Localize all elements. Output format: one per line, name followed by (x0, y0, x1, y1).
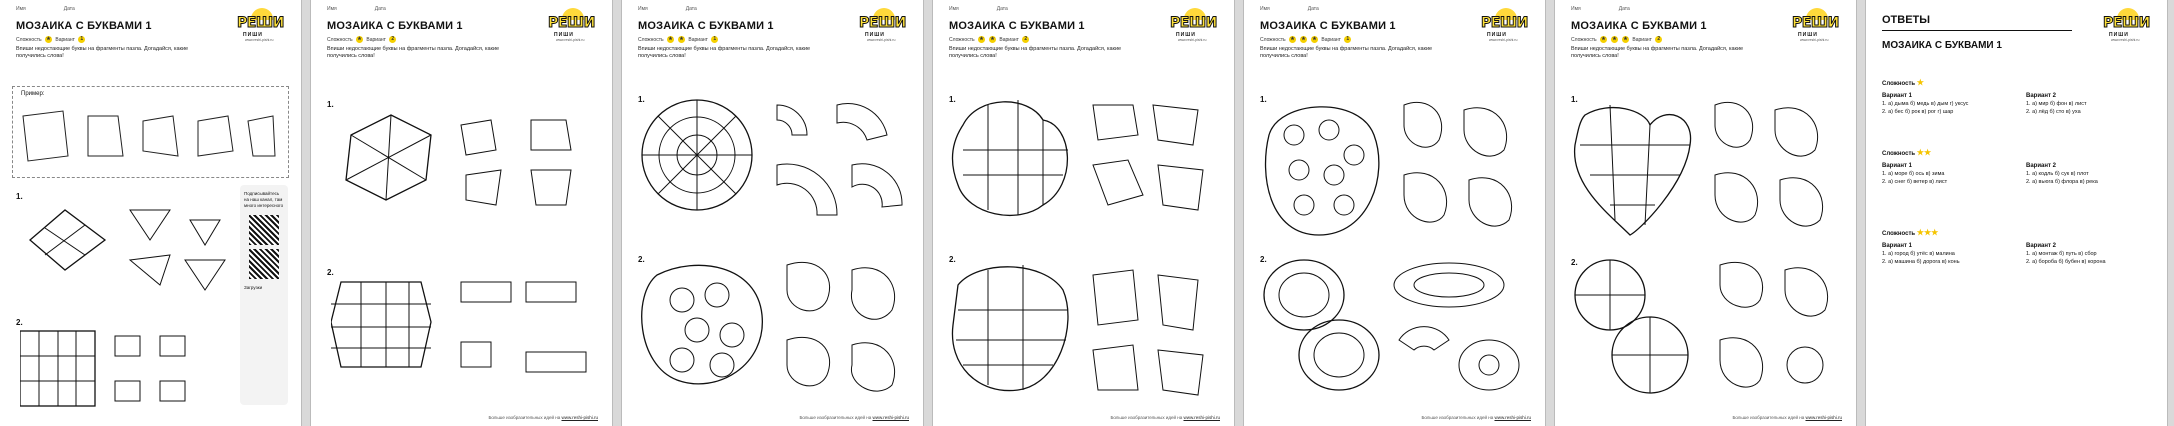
example-mosaic (13, 101, 283, 171)
star-icon: ★ (1612, 36, 1617, 42)
variant-label: Вариант (55, 36, 75, 43)
answers-block: Вариант 2 1. а) монтаж б) путь в) сбор 2. а) бороба б) бубен в) корона (2026, 243, 2106, 265)
page-title: МОЗАИКА С БУКВАМИ 1 (16, 20, 152, 32)
footer: Больше изобразительных идей на www.reshi-pishi.ru (488, 415, 598, 420)
star-icon: ★ (979, 36, 984, 42)
instruction-text: Впиши недостающие буквы на фрагменты пазла. Догадайся, какие получились слова! (949, 46, 1122, 59)
page-title: МОЗАИКА С БУКВАМИ 1 (949, 20, 1085, 32)
task-mosaic (20, 326, 230, 411)
difficulty-label: Сложность (1571, 36, 1597, 43)
task-mosaic (331, 272, 591, 392)
difficulty-label: Сложность (16, 36, 42, 43)
example-box (12, 86, 289, 178)
date-label: Дата (1618, 6, 1630, 12)
footer-link[interactable]: www.reshi-pishi.ru (1183, 415, 1220, 420)
name-label: Имя (16, 6, 26, 12)
footer: Больше изобразительных идей на www.reshi-pishi.ru (799, 415, 909, 420)
task-number: 2. (327, 268, 334, 277)
task-number: 1. (1571, 95, 1578, 104)
difficulty-label: Сложность (949, 36, 975, 43)
date-label: Дата (374, 6, 386, 12)
task-number: 1. (1260, 95, 1267, 104)
divider (1882, 30, 2072, 31)
variant-label: Вариант (1321, 36, 1341, 43)
answers-title: МОЗАИКА С БУКВАМИ 1 (1882, 40, 2002, 51)
answers-section-label: Сложность ★ (1882, 78, 1924, 87)
variant-number: 1 (711, 36, 718, 43)
footer-link[interactable]: www.reshi-pishi.ru (1805, 415, 1842, 420)
logo: РЕШИ ПИШИ www.reshi-pishi.ru (1168, 8, 1220, 42)
worksheet-page-3 (622, 0, 923, 426)
task-number: 1. (949, 95, 956, 104)
answers-block: Вариант 1 1. а) дыма б) медь в) дым г) уксус 2. а) бес б) рок в) рог г) шар (1882, 93, 1969, 115)
answers-block: Вариант 2 1. а) кодль б) сук в) плот 2. а) вьюга б) флора в) река (2026, 163, 2098, 185)
worksheet-page-5 (1244, 0, 1545, 426)
name-label: Имя (327, 6, 337, 12)
logo: РЕШИ ПИШИ www.reshi-pishi.ru (235, 8, 287, 42)
difficulty-label: Сложность (638, 36, 664, 43)
answers-block: Вариант 1 1. а) город б) утёс в) малина 2. а) машина б) дорога в) конь (1882, 243, 1960, 265)
worksheet-page-2 (311, 0, 612, 426)
instruction-text: Впиши недостающие буквы на фрагменты пазла. Догадайся, какие получились слова! (1260, 46, 1433, 59)
variant-number: 2 (389, 36, 396, 43)
worksheet-page-6 (1555, 0, 1856, 426)
variant-number: 2 (1022, 36, 1029, 43)
page-title: МОЗАИКА С БУКВАМИ 1 (1571, 20, 1707, 32)
task-mosaic (637, 95, 912, 235)
star-icon: ★ (357, 36, 362, 42)
star-icon: ★ (1916, 78, 1924, 87)
date-label: Дата (1307, 6, 1319, 12)
task-mosaic (1259, 255, 1534, 400)
footer-link[interactable]: www.reshi-pishi.ru (872, 415, 909, 420)
footer: Больше изобразительных идей на www.reshi-pishi.ru (1421, 415, 1531, 420)
date-label: Дата (996, 6, 1008, 12)
star-icon: ★ (668, 36, 673, 42)
instruction-text: Впиши недостающие буквы на фрагменты пазла. Догадайся, какие получились слова! (16, 46, 189, 59)
date-label: Дата (685, 6, 697, 12)
date-label: Дата (63, 6, 75, 12)
star-icon: ★ (1290, 36, 1295, 42)
variant-label: Вариант (1632, 36, 1652, 43)
logo: РЕШИ ПИШИ www.reshi-pishi.ru (857, 8, 909, 42)
qr-code (249, 249, 279, 279)
footer: Больше изобразительных идей на www.reshi-pishi.ru (1110, 415, 1220, 420)
variant-number: 2 (1655, 36, 1662, 43)
variant-number: 1 (1344, 36, 1351, 43)
task-mosaic (637, 255, 912, 400)
qr-code (249, 215, 279, 245)
variant-number: 1 (78, 36, 85, 43)
star-icon: ★ (46, 36, 51, 42)
task-mosaic (331, 105, 591, 215)
task-number: 1. (638, 95, 645, 104)
worksheet-page-4 (933, 0, 1234, 426)
star-icon: ★ (1301, 36, 1306, 42)
task-number: 1. (16, 192, 23, 201)
logo: РЕШИ ПИШИ www.reshi-pishi.ru (2101, 8, 2153, 42)
task-mosaic (1570, 255, 1845, 400)
difficulty-label: Сложность (327, 36, 353, 43)
answers-page (1866, 0, 2167, 426)
answers-block: Вариант 1 1. а) море б) ось в) зима 2. а) снег б) ветер в) лист (1882, 163, 1948, 185)
logo: РЕШИ ПИШИ www.reshi-pishi.ru (546, 8, 598, 42)
side-box: Подписывайтесь на наш канал, там много интересного Загрузки (240, 185, 288, 405)
name-label: Имя (638, 6, 648, 12)
star-icon: ★★★ (1916, 228, 1939, 237)
page-title: МОЗАИКА С БУКВАМИ 1 (327, 20, 463, 32)
task-number: 2. (1571, 258, 1578, 267)
logo: РЕШИ ПИШИ www.reshi-pishi.ru (1479, 8, 1531, 42)
task-number: 2. (949, 255, 956, 264)
task-number: 2. (1260, 255, 1267, 264)
footer: Больше изобразительных идей на www.reshi-pishi.ru (1732, 415, 1842, 420)
footer-link[interactable]: www.reshi-pishi.ru (1494, 415, 1531, 420)
name-label: Имя (1260, 6, 1270, 12)
name-label: Имя (949, 6, 959, 12)
difficulty-label: Сложность (1260, 36, 1286, 43)
task-mosaic (20, 200, 230, 300)
task-mosaic (948, 255, 1223, 400)
task-mosaic (948, 95, 1223, 235)
variant-label: Вариант (366, 36, 386, 43)
variant-label: Вариант (999, 36, 1019, 43)
star-icon: ★ (1312, 36, 1317, 42)
worksheet-page-1 (0, 0, 301, 426)
task-mosaic (1259, 95, 1534, 245)
task-number: 2. (16, 318, 23, 327)
name-label: Имя (1571, 6, 1581, 12)
star-icon: ★ (679, 36, 684, 42)
star-icon: ★ (1623, 36, 1628, 42)
answers-section-label: Сложность ★★★ (1882, 228, 1939, 237)
task-number: 1. (327, 100, 334, 109)
page-title: МОЗАИКА С БУКВАМИ 1 (1260, 20, 1396, 32)
instruction-text: Впиши недостающие буквы на фрагменты пазла. Догадайся, какие получились слова! (1571, 46, 1744, 59)
answers-header: ОТВЕТЫ (1882, 14, 1931, 26)
star-icon: ★ (990, 36, 995, 42)
footer-link[interactable]: www.reshi-pishi.ru (561, 415, 598, 420)
instruction-text: Впиши недостающие буквы на фрагменты пазла. Догадайся, какие получились слова! (327, 46, 500, 59)
instruction-text: Впиши недостающие буквы на фрагменты пазла. Догадайся, какие получились слова! (638, 46, 811, 59)
variant-label: Вариант (688, 36, 708, 43)
logo: РЕШИ ПИШИ www.reshi-pishi.ru (1790, 8, 1842, 42)
answers-block: Вариант 2 1. а) мир б) фон в) лист 2. а) лёд б) сто в) уха (2026, 93, 2087, 115)
task-mosaic (1570, 95, 1845, 245)
star-icon: ★★ (1916, 148, 1932, 157)
example-label: Пример: (21, 91, 45, 97)
answers-section-label: Сложность ★★ (1882, 148, 1932, 157)
star-icon: ★ (1601, 36, 1606, 42)
task-number: 2. (638, 255, 645, 264)
page-title: МОЗАИКА С БУКВАМИ 1 (638, 20, 774, 32)
